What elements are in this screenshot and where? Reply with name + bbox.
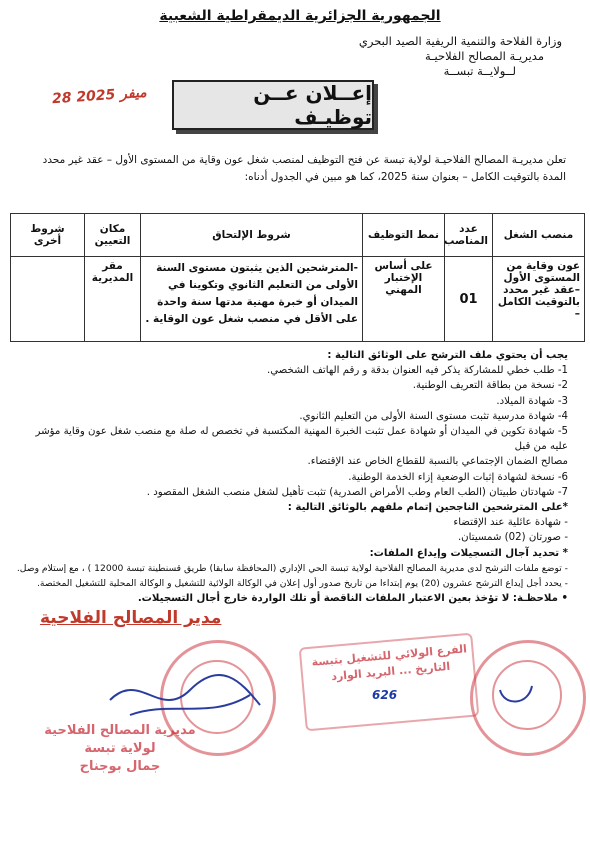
cell-other [11, 257, 85, 342]
signature-right [492, 672, 542, 712]
wilaya-name: لــولايــة تبســة [443, 64, 516, 78]
reception-number: 626 [372, 688, 398, 702]
deadline-heading: * تحديد آجال التسجيلات وإيداع الملفات: [369, 547, 568, 559]
doc-item: 4- شهادة مدرسية تثبت مستوى السنة الأولى من التعليم الثانوي. [299, 410, 568, 422]
doc-item: 1- طلب خطي للمشاركة يذكر فيه العنوان بدقة و رقم الهاتف الشخصي. [266, 365, 568, 377]
deadline-item: - توضع ملفات الترشح لدى مديرية المصالح الفلاحية لولاية تبسة الحي الإداري (المحافظة سابقا) طريق قسنطينة تبسة 12000 ) ، مع إستلام وصل. [16, 562, 568, 574]
header-other: شروط أخرى [11, 214, 85, 257]
deadline-item: - يحدد أجل إيداع الترشح عشرون (20) يوم إبتداءا من تاريخ صدور أول إعلان في الوكالة الولائية للتشغيل و الوكالة المحلية للتشغيل المختصة. [36, 578, 568, 590]
doc-item: 3- شهادة الميلاد. [496, 395, 568, 407]
stamp-left-label: مديرية المصالح الفلاحية لولاية تبسة [44, 723, 196, 756]
cell-place: مقر المديرية [85, 257, 141, 342]
stamp-left-text [40, 722, 200, 776]
doc-item: 5- شهادة تكوين في الميدان أو شهادة عمل تثبت الخبرة المهنية المكتسبة في تخصص له صلة مع منصب شغل عون وقاية مؤشر عليه من قبل [35, 426, 568, 453]
cell-conditions: -المترشحين الذين يثبتون مستوى السنة الأولى من التعليم الثانوي وتكوينا في الميدان أو خبرة مهنية مدتها سنة واحدة على الأقل في منصب شغل عون الوقاية . [141, 257, 363, 342]
documents-section [16, 348, 568, 606]
date-stamp: 28 ميفر 2025 [51, 84, 148, 108]
note: • ملاحظـة: لا تؤخذ بعين الاعتبار الملفات الناقصة أو تلك الواردة خارج أجال التسجيلات. [137, 593, 568, 605]
table-row [11, 257, 585, 342]
cell-position: عون وقاية من المستوى الأول –عقد غير محدد بالتوقيت الكامل – [493, 257, 585, 342]
intro-paragraph: تعلن مديريـة المصالح الفلاحيـة لولاية تبسة عن فتح التوظيف لمنصب شغل عون وقاية من المستوى الأول – عقد غير محدد المدة بالتوقيت الكامل – بعنوان سنة 2025، كما هو مبين في الجدول أدناه: [42, 154, 566, 183]
header-position: منصب الشغل [493, 214, 585, 257]
header-place: مكان التعيين [85, 214, 141, 257]
successful-item: - صورتان (02) شمسيتان. [457, 532, 568, 544]
successful-heading: *على المترشحين الناجحين إتمام ملفهم بالوثائق التالية : [287, 502, 568, 514]
directorate-name: مديريـة المصالح الفلاحيـة [424, 49, 544, 63]
doc-item: مصالح الضمان الإجتماعي بالنسبة للقطاع الخاص عند الإقتضاء. [307, 456, 568, 468]
director-title: مدير المصالح الفلاحية [40, 608, 222, 628]
doc-item: 7- شهادتان طبيتان (الطب العام وطب الأمراض الصدرية) تثبت تأهيل لشغل منصب الشغل المقصود . [146, 486, 568, 498]
header-conditions: شروط الإلتحاق [141, 214, 363, 257]
cell-count: 01 [445, 257, 493, 342]
signature-left [100, 660, 270, 730]
ministry-block [282, 34, 562, 79]
signer-name: جمال بوجناح [79, 759, 161, 774]
doc-item: 2- نسخة من بطاقة التعريف الوطنية. [412, 380, 568, 392]
ministry-name: وزارة الفلاحة والتنمية الريفية الصيد البحري [358, 34, 562, 48]
header-count: عدد المناصب [445, 214, 493, 257]
reception-stamp-text: الفرع الولائي للتشغيل بتبسة التاريخ ... البريد الوارد [311, 642, 468, 684]
doc-item: 6- نسخة لشهادة إثبات الوضعية إزاء الخدمة الوطنية. [348, 471, 568, 483]
successful-item: - شهادة عائلية عند الإقتضاء [453, 517, 568, 529]
announcement-title: إعــلان عــن توظيـف [172, 80, 374, 130]
table-header-row [11, 214, 585, 257]
cell-mode: على أساس الإختبار المهني [363, 257, 445, 342]
header-mode: نمط التوظيف [363, 214, 445, 257]
documents-heading: يجب أن يحتوي ملف الترشح على الوثائق التالية : [327, 350, 568, 361]
republic-header: الجمهورية الجزائرية الديمقراطية الشعبية [159, 8, 441, 24]
jobs-table [10, 213, 585, 342]
